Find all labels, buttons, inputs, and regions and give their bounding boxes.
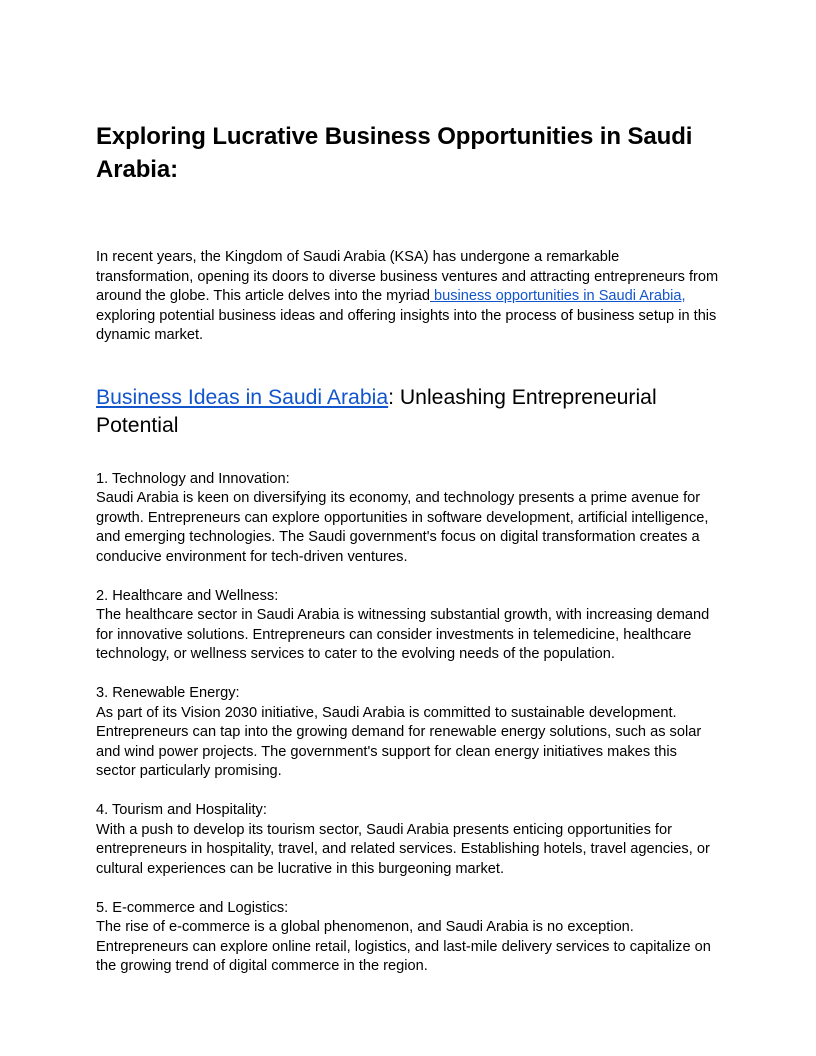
- document-page: [96, 120, 720, 996]
- list-item-heading: 1. Technology and Innovation:: [96, 470, 290, 487]
- list-item-heading: 3. Renewable Energy:: [96, 685, 240, 701]
- list-item-body: As part of its Vision 2030 initiative, Saudi Arabia is committed to sustainable development. Entrepreneurs can tap into the growing demand for renewable energy solutions, such as solar and wind power projects. The government's support for clean energy initiatives makes this sector particularly promising.: [96, 704, 702, 779]
- list-item: [96, 470, 720, 568]
- list-item-body: With a push to develop its tourism sector, Saudi Arabia presents enticing opportunities for entrepreneurs in hospitality, travel, and related services. Establishing hotels, travel agencies, or cultural experiences can be lucrative in this burgeoning market.: [96, 821, 710, 877]
- intro-paragraph: [96, 248, 720, 346]
- business-opportunities-link[interactable]: business opportunities in Saudi Arabia,: [429, 288, 686, 304]
- list-item-heading: 4. Tourism and Hospitality:: [96, 802, 267, 818]
- list-item-body: The healthcare sector in Saudi Arabia is witnessing substantial growth, with increasing demand for innovative solutions. Entrepreneurs can consider investments in telemedicine, healthcare technology, or wellness services to cater to the evolving needs of the population.: [96, 607, 710, 662]
- page-title: Exploring Lucrative Business Opportunities in Saudi Arabia:: [96, 123, 693, 183]
- business-ideas-link[interactable]: Business Ideas in Saudi Arabia: [96, 385, 389, 409]
- section-subheading: [96, 384, 720, 440]
- list-item-body: Saudi Arabia is keen on diversifying its economy, and technology presents a prime avenue for growth. Entrepreneurs can explore opportunities in software development, artificial intelligence, and emerging technologies. The Saudi government's focus on digital transformation creates a conducive environment for tech-driven ventures.: [96, 490, 709, 565]
- intro-text-after-link: exploring potential business ideas and offering insights into the process of business setup in this dynamic market.: [96, 307, 717, 343]
- subheading-rest: : Unleashing Entrepreneurial Potential: [96, 385, 657, 437]
- list-item-heading: 5. E-commerce and Logistics:: [96, 899, 289, 916]
- list-item-heading: 2. Healthcare and Wellness:: [96, 587, 279, 604]
- intro-text-before-link: In recent years, the Kingdom of Saudi Arabia (KSA) has undergone a remarkable transformation, opening its doors to diverse business ventures and attracting entrepreneurs from around the globe. This article delves into the myriad: [96, 249, 719, 304]
- business-ideas-list: [96, 470, 720, 977]
- list-item: [96, 899, 720, 977]
- list-item: [96, 801, 720, 879]
- list-item: [96, 684, 720, 782]
- list-item-body: The rise of e-commerce is a global phenomenon, and Saudi Arabia is no exception. Entrepreneurs can explore online retail, logistics, and last-mile delivery services to capitalize on the growing trend of digital commerce in the region.: [96, 919, 711, 974]
- list-item: [96, 587, 720, 665]
